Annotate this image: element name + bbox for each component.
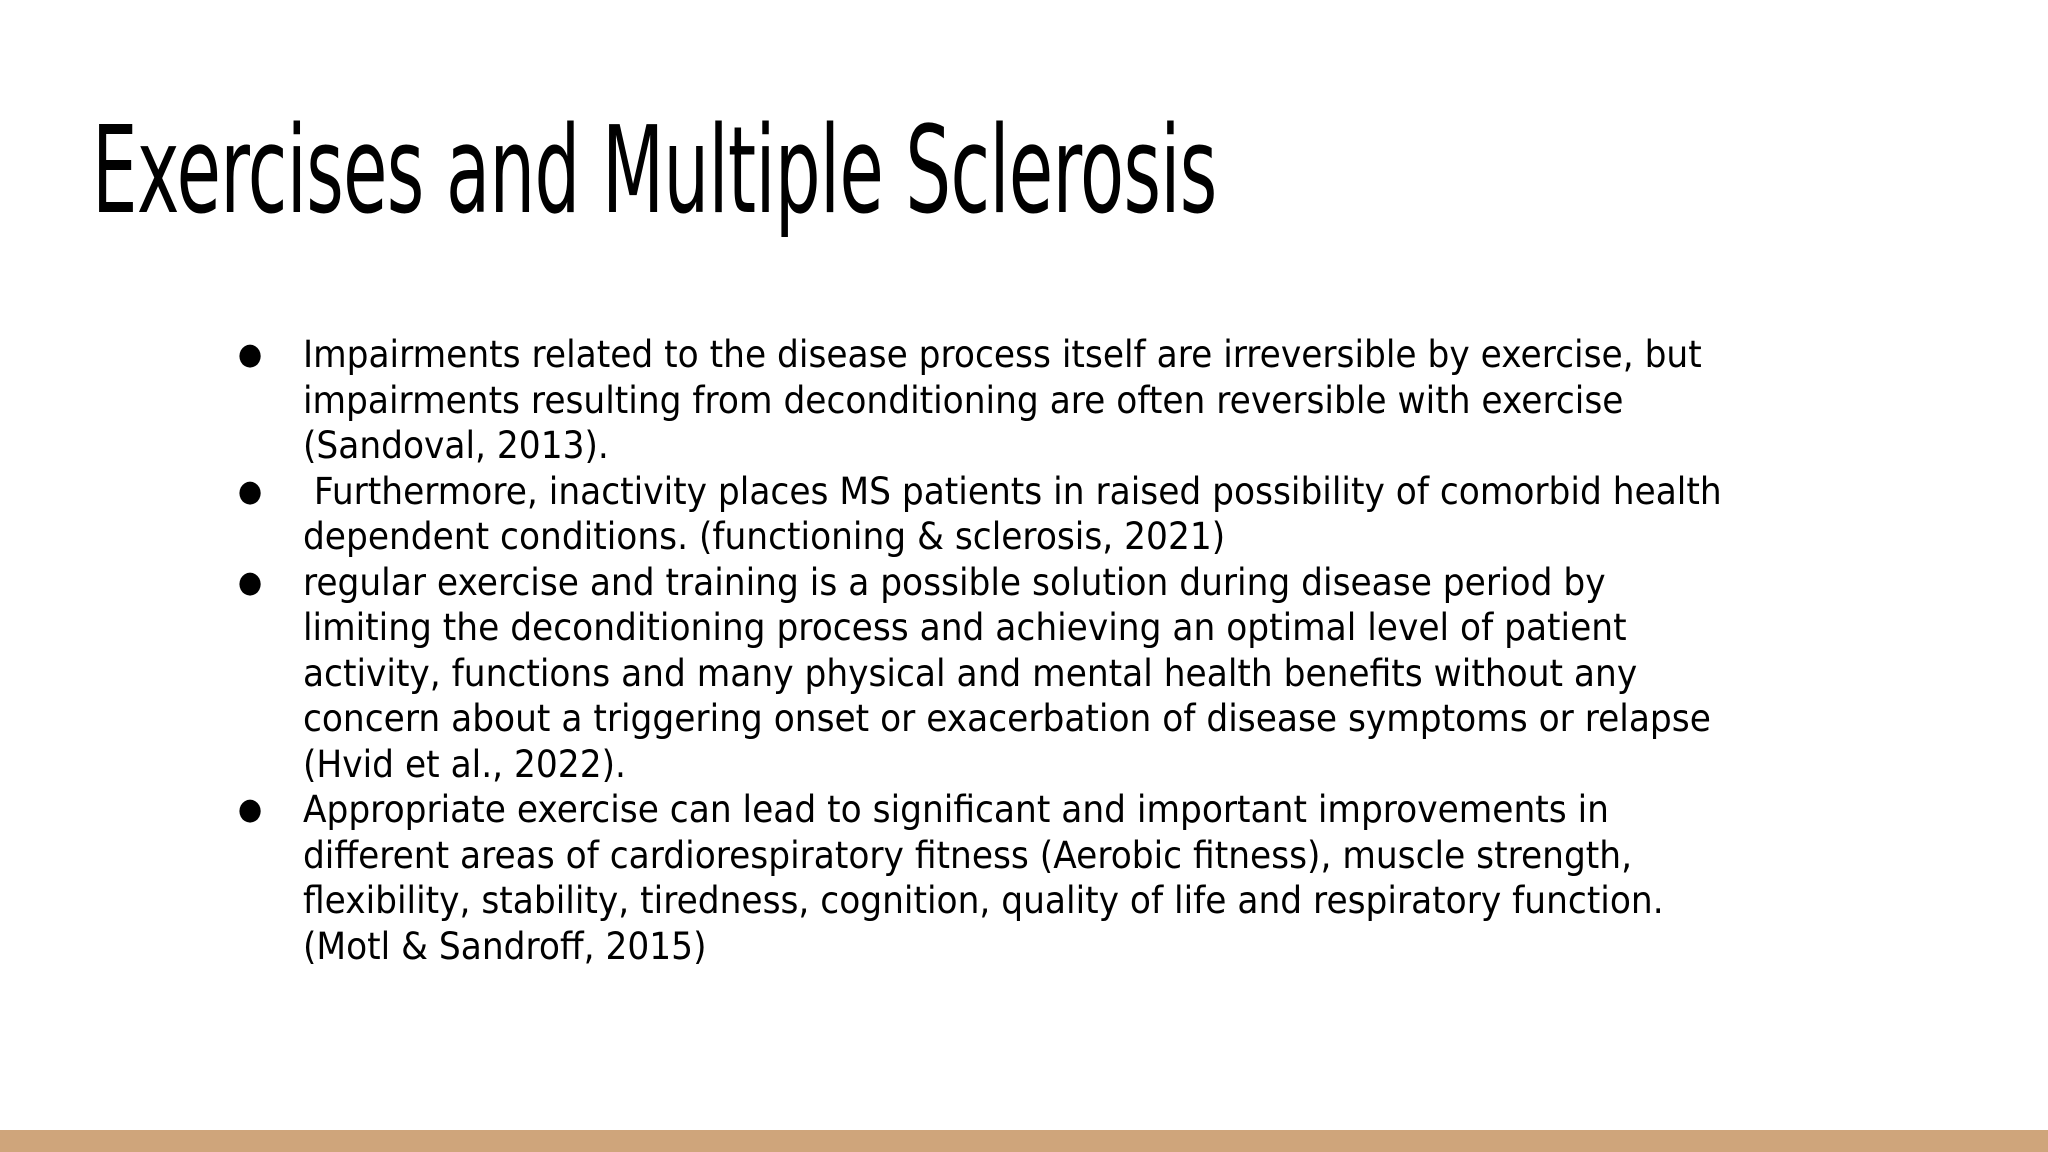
bullet-item xyxy=(236,469,1733,560)
bullet-text: Impairments related to the disease process itself are irreversible by exercise, but impairments resulting from deconditioning are often reversible with exercise (Sandoval, 2013). xyxy=(302,333,1702,467)
bullet-text: Furthermore, inactivity places MS patients in raised possibility of comorbid health dependent conditions. (functioning & sclerosis, 2021) xyxy=(302,469,1733,558)
bullet-dot-icon: ● xyxy=(237,473,263,509)
bullet-item xyxy=(236,560,1724,788)
bullet-item xyxy=(236,332,1724,469)
bullet-dot-icon: ● xyxy=(237,564,263,600)
bullet-text: regular exercise and training is a possible solution during disease period by limiting the deconditioning process and achieving an optimal level of patient activity, functions and many physical and mental health benefits without any concern about a triggering onset or exacerbation of disease symptoms or relapse (Hvid et al., 2022). xyxy=(302,560,1711,786)
bullet-list xyxy=(236,332,1836,969)
bullet-dot-icon: ● xyxy=(237,792,263,827)
bullet-text: Appropriate exercise can lead to significant and important improvements in different areas of cardiorespiratory fitness (Aerobic fitness), muscle strength, flexibility, stability, tiredness, cognition, quality of life and respiratory function.(Motl & Sandroff, 2015) xyxy=(302,788,1664,968)
footer-accent-bar xyxy=(0,1130,2048,1152)
bullet-item xyxy=(236,787,1724,969)
bullet-dot-icon: ● xyxy=(237,337,263,372)
slide-title: Exercises and Multiple Sclerosis xyxy=(92,102,1217,241)
